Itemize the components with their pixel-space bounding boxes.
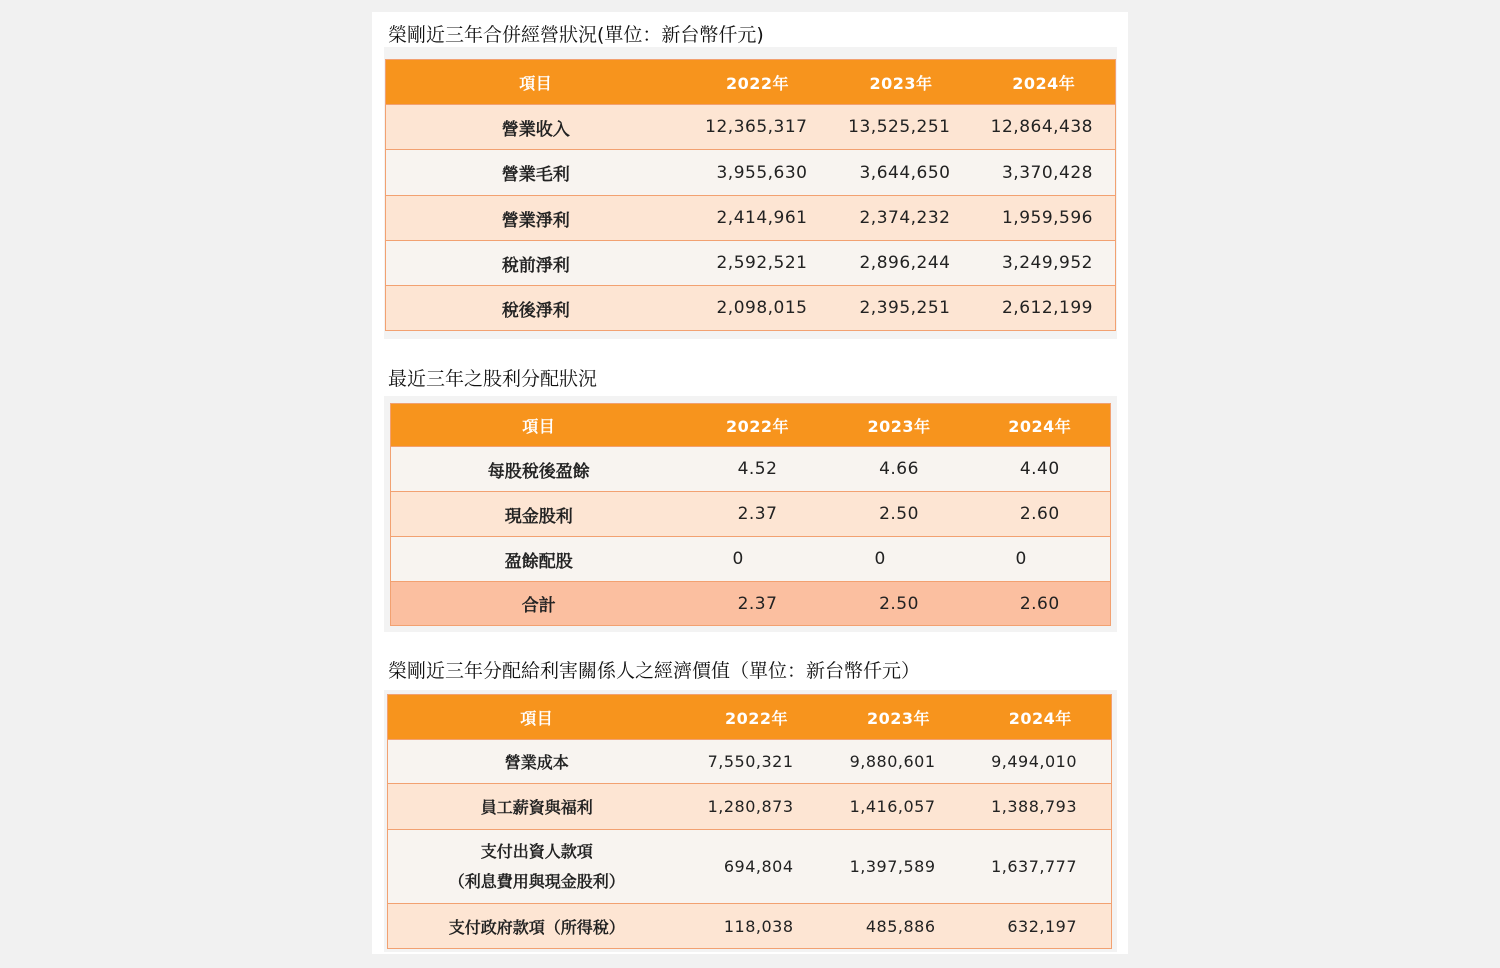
row-label: 營業毛利 [386,150,686,196]
value-2024: 2,612,199 [973,286,1116,331]
header-2023: 2023年 [828,695,970,740]
value-2024: 2.60 [970,582,1111,626]
value-2024: 632,197 [970,904,1112,949]
content-sheet [372,12,1128,954]
value-2024: 1,637,777 [970,830,1112,904]
value-2022: 0 [687,537,829,582]
dividend-table-wrap [384,396,1117,632]
value-2023: 2,374,232 [830,196,973,241]
table-row [386,150,1116,196]
economic-value-table-wrap [384,690,1117,952]
value-2022: 2.37 [687,492,829,537]
table-row [391,447,1111,492]
header-item: 項目 [388,695,686,740]
header-2024: 2024年 [970,404,1111,447]
table-header-row [388,695,1112,740]
table-row [386,241,1116,286]
value-2022: 12,365,317 [686,105,830,150]
value-2022: 2,414,961 [686,196,830,241]
header-2023: 2023年 [829,404,970,447]
header-item: 項目 [391,404,687,447]
value-2022: 2,592,521 [686,241,830,286]
row-label: 營業收入 [386,105,686,150]
value-2024: 2.60 [970,492,1111,537]
table-row [386,286,1116,331]
row-label: 現金股利 [391,492,687,537]
value-2023: 2.50 [829,582,970,626]
row-label: 每股稅後盈餘 [391,447,687,492]
row-label: 稅後淨利 [386,286,686,331]
value-2024: 1,959,596 [973,196,1116,241]
header-2024: 2024年 [973,60,1116,105]
value-2022: 4.52 [687,447,829,492]
value-2023: 2,896,244 [830,241,973,286]
table-row [391,492,1111,537]
value-2024: 12,864,438 [973,105,1116,150]
value-2022: 1,280,873 [686,784,828,830]
table-row [386,105,1116,150]
header-2022: 2022年 [687,404,829,447]
value-2022: 2.37 [687,582,829,626]
row-label: 支付政府款項（所得稅） [388,904,686,949]
table-header-row [386,60,1116,105]
economic-value-title: 榮剛近三年分配給利害關係人之經濟價值（單位：新台幣仟元） [388,660,921,682]
table-row [388,904,1112,949]
value-2023: 485,886 [828,904,970,949]
value-2024: 1,388,793 [970,784,1112,830]
header-2022: 2022年 [686,695,828,740]
operating-results-table-wrap [384,47,1117,339]
value-2024: 4.40 [970,447,1111,492]
value-2024: 3,249,952 [973,241,1116,286]
value-2023: 13,525,251 [830,105,973,150]
value-2023: 9,880,601 [828,740,970,784]
value-2024: 0 [970,537,1111,582]
value-2023: 3,644,650 [830,150,973,196]
header-item: 項目 [386,60,686,105]
row-label: 營業成本 [388,740,686,784]
economic-value-table [387,694,1112,949]
value-2023: 4.66 [829,447,970,492]
value-2023: 2,395,251 [830,286,973,331]
operating-results-title: 榮剛近三年合併經營狀況(單位：新台幣仟元) [388,24,764,46]
table-row [391,537,1111,582]
table-total-row [391,582,1111,626]
table-row [388,830,1112,904]
row-label: 營業淨利 [386,196,686,241]
value-2022: 118,038 [686,904,828,949]
table-row [388,740,1112,784]
value-2023: 2.50 [829,492,970,537]
dividend-title: 最近三年之股利分配狀況 [388,368,598,390]
dividend-table [390,403,1111,626]
operating-results-table [385,59,1116,331]
value-2023: 1,397,589 [828,830,970,904]
row-label: 員工薪資與福利 [388,784,686,830]
table-header-row [391,404,1111,447]
value-2022: 3,955,630 [686,150,830,196]
value-2023: 0 [829,537,970,582]
value-2024: 3,370,428 [973,150,1116,196]
value-2023: 1,416,057 [828,784,970,830]
row-label: 盈餘配股 [391,537,687,582]
value-2022: 2,098,015 [686,286,830,331]
row-label: 合計 [391,582,687,626]
header-2023: 2023年 [830,60,973,105]
header-2024: 2024年 [970,695,1112,740]
header-2022: 2022年 [686,60,830,105]
row-label: 稅前淨利 [386,241,686,286]
row-label-line-2: （利息費用與現金股利） [448,871,625,891]
row-label [388,830,686,904]
value-2024: 9,494,010 [970,740,1112,784]
table-row [386,196,1116,241]
table-row [388,784,1112,830]
value-2022: 7,550,321 [686,740,828,784]
value-2022: 694,804 [686,830,828,904]
row-label-line-1: 支付出資人款項 [480,841,593,861]
